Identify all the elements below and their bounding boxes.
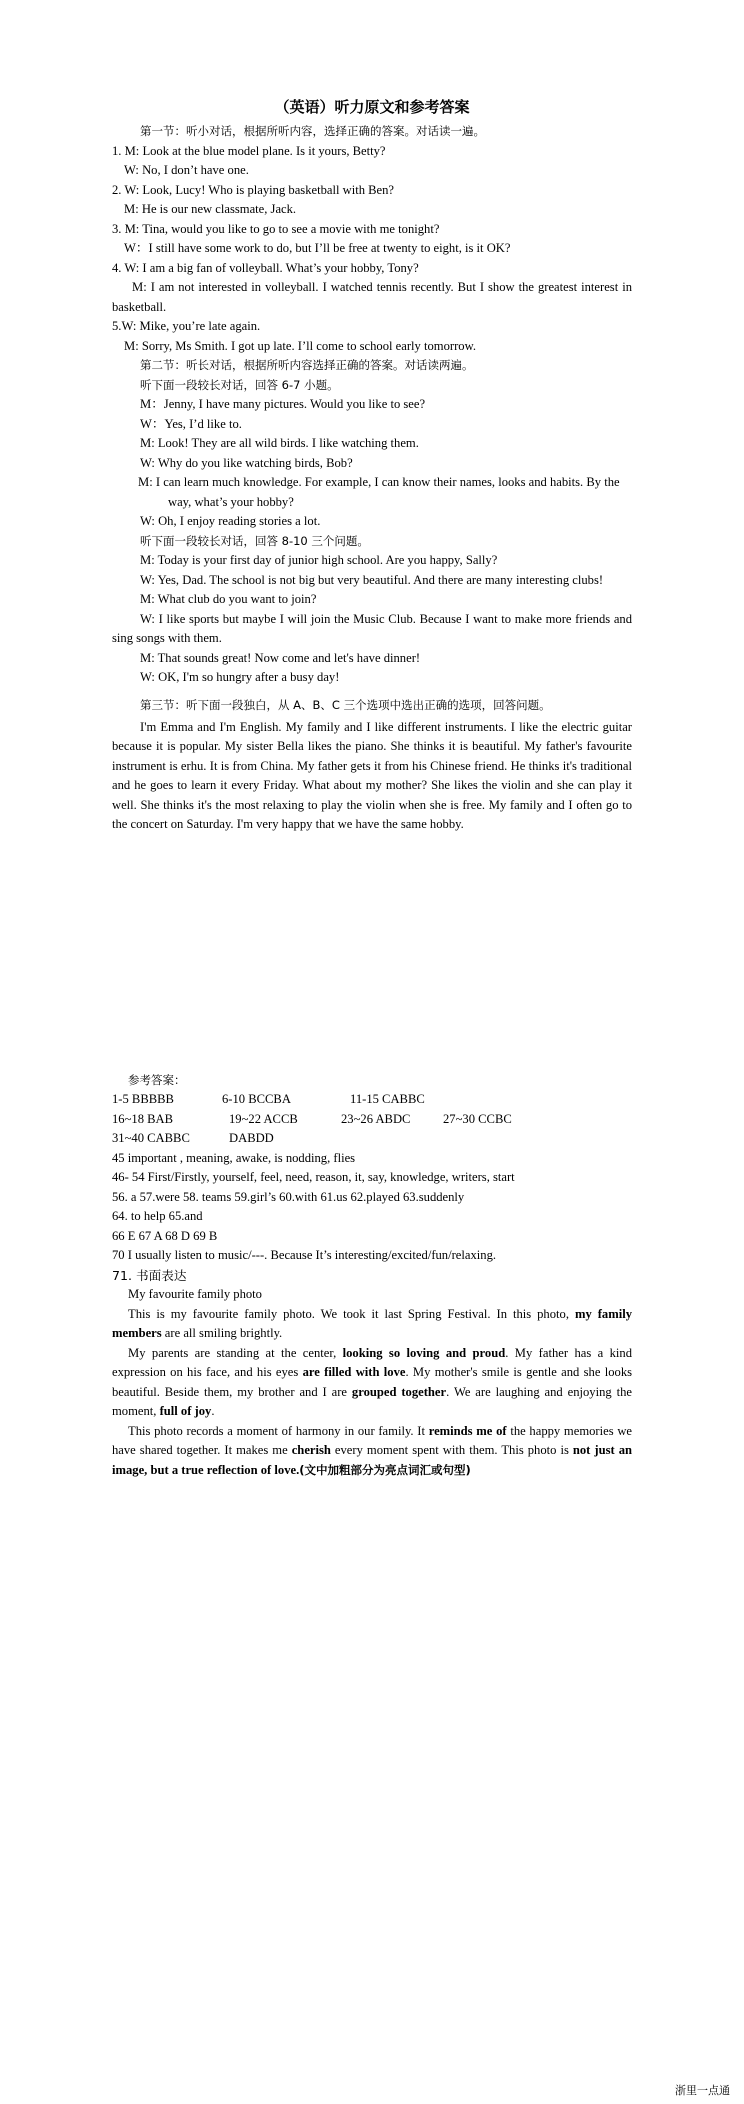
footer-watermark: 浙里一点通 xyxy=(675,2084,730,2097)
answer-item: 6-10 BCCBA xyxy=(222,1092,291,1106)
dialog-line: W: I like sports but maybe I will join the Music Club. Because I want to make more friends and sing songs with them. xyxy=(112,611,632,645)
dialog-line: M：Jenny, I have many pictures. Would you like to see? xyxy=(140,397,426,411)
answer-item: 16~18 BAB xyxy=(112,1111,174,1126)
essay-paragraph: My parents are standing at the center, looking so loving and proud. My father has a kind expression on his face, and his eyes are filled with love. My mother's smile is gentle and she looks beautiful. Beside them, my brother and I are grouped together. We are laughing and enjoying the moment, full of joy. xyxy=(112,1345,633,1418)
dialog-line: M: He is our new classmate, Jack. xyxy=(124,202,297,216)
monologue-text: I'm Emma and I'm English. My family and I like different instruments. I like the electric guitar because it is popular. My sister Bella likes the piano. She thinks it is beautiful. My father's favourite instrument is erhu. It is from China. My father gets it from his Chinese friend. He thinks it's traditional and he goes to learn it every Friday. What about my mother? She likes the violin and she can play it well. She thinks it's the most relaxing to play the violin when she is free. My family and I often go to the concert on Saturday. I'm very happy that we have the same hobby. xyxy=(112,719,632,831)
essay-title: My favourite family photo xyxy=(128,1287,262,1301)
dialog-line: W: Oh, I enjoy reading stories a lot. xyxy=(140,514,321,528)
dialog-line: M: I can learn much knowledge. For example, I can know their names, looks and habits. By the way, what’s your hobby? xyxy=(138,475,620,509)
answer-row: 66 E 67 A 68 D 69 B xyxy=(112,1228,218,1243)
dialog-line: M: Look! They are all wild birds. I like watching them. xyxy=(140,436,419,450)
answer-row: 70 I usually listen to music/---. Because It’s interesting/excited/fun/relaxing. xyxy=(112,1248,497,1262)
dialog-line: M: Today is your first day of junior high school. Are you happy, Sally? xyxy=(140,553,498,567)
answer-row xyxy=(112,1110,632,1130)
answer-row: 46- 54 First/Firstly, yourself, feel, need, reason, it, say, knowledge, writers, start xyxy=(112,1170,515,1184)
dialog-line: M: I am not interested in volleyball. I watched tennis recently. But I show the greatest interest in basketball. xyxy=(112,280,632,314)
essay xyxy=(112,1285,632,1480)
answers-heading: 参考答案： xyxy=(128,1072,186,1087)
document-page xyxy=(112,96,632,1480)
dialog-line: M: Sorry, Ms Smith. I got up late. I’ll come to school early tomorrow. xyxy=(124,338,476,353)
answer-row: 56. a 57.were 58. teams 59.girl’s 60.with 61.us 62.played 63.suddenly xyxy=(112,1189,465,1204)
section2-heading: 第二节：听长对话，根据所听内容选择正确的答案。对话读两遍。 xyxy=(140,358,474,372)
dialog-line: W: No, I don’t have one. xyxy=(124,163,249,177)
dialog-line: 5.W: Mike, you’re late again. xyxy=(112,319,261,333)
dialog-line: 4. W: I am a big fan of volleyball. What’s your hobby, Tony? xyxy=(112,260,419,275)
answer-item: DABDD xyxy=(229,1131,274,1145)
dialog-line: W：I still have some work to do, but I’ll be free at twenty to eight, is it OK? xyxy=(124,241,511,255)
answer-item: 31~40 CABBC xyxy=(112,1131,190,1145)
document-title: （英语）听力原文和参考答案 xyxy=(274,98,470,116)
dialog1-intro: 听下面一段较长对话，回答 6-7 小题。 xyxy=(140,377,339,392)
answer-item: 11-15 CABBC xyxy=(350,1092,425,1106)
section1-heading: 第一节：听小对话，根据所听内容，选择正确的答案。对话读一遍。 xyxy=(140,124,485,138)
essay-paragraph: This is my favourite family photo. We took it last Spring Festival. In this photo, my family members are all smiling brightly. xyxy=(112,1306,632,1340)
dialog-line: 1. M: Look at the blue model plane. Is it yours, Betty? xyxy=(112,143,386,158)
dialog-line: W: OK, I'm so hungry after a busy day! xyxy=(140,670,340,684)
answer-item: 23~26 ABDC xyxy=(341,1111,411,1126)
dialog-line: W: Why do you like watching birds, Bob? xyxy=(140,455,353,470)
dialog-line: 3. M: Tina, would you like to go to see a movie with me tonight? xyxy=(112,221,440,236)
dialog-line: W：Yes, I’d like to. xyxy=(140,416,242,431)
dialog-line: M: That sounds great! Now come and let's have dinner! xyxy=(140,650,421,665)
section3-heading: 第三节：听下面一段独白，从 A、B、C 三个选项中选出正确的选项，回答问题。 xyxy=(140,697,551,712)
answer-row: 45 important , meaning, awake, is nodding, flies xyxy=(112,1150,356,1165)
answer-row: 64. to help 65.and xyxy=(112,1209,203,1223)
answer-row xyxy=(112,1090,632,1110)
dialog-line: 2. W: Look, Lucy! Who is playing basketball with Ben? xyxy=(112,182,395,197)
answer-row xyxy=(112,1129,632,1149)
essay-paragraph: This photo records a moment of harmony in our family. It reminds me of the happy memories we have shared together. It makes me cherish every moment spent with them. This photo is not just an image, but a true reflection of love.(文中加粗部分为亮点词汇或句型) xyxy=(112,1423,633,1477)
answer-item: 19~22 ACCB xyxy=(229,1111,298,1126)
answer-item: 27~30 CCBC xyxy=(443,1111,512,1126)
blank-space xyxy=(112,835,632,1071)
dialog-line: W: Yes, Dad. The school is not big but very beautiful. And there are many interesting clubs! xyxy=(140,572,604,587)
dialog2-intro: 听下面一段较长对话，回答 8-10 三个问题。 xyxy=(140,533,369,548)
answer-row: 71. 书面表达 xyxy=(112,1267,187,1283)
answer-item: 1-5 BBBBB xyxy=(112,1092,174,1106)
dialog-line: M: What club do you want to join? xyxy=(140,592,317,606)
